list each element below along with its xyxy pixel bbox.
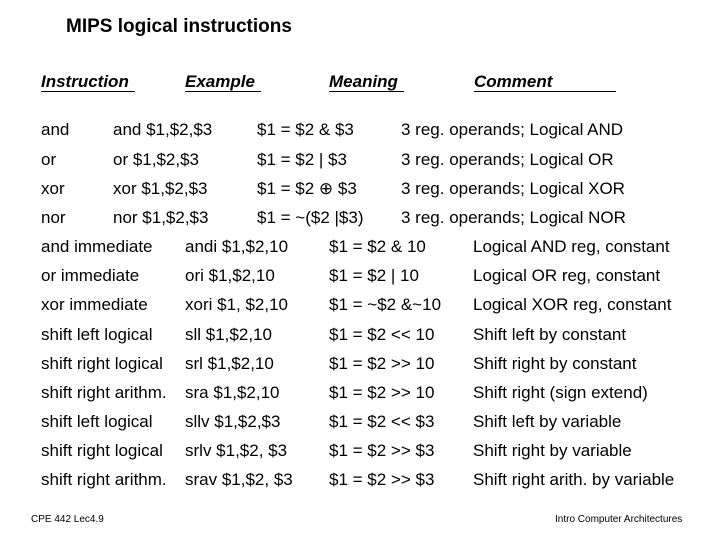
- header-comment: Comment: [474, 72, 553, 91]
- comment-cell: Logical OR reg, constant: [473, 266, 661, 285]
- instruction-cell: shift right logical: [41, 441, 163, 460]
- example-cell: or $1,$2,$3: [113, 150, 200, 169]
- meaning-cell: $1 = $2 & $3: [257, 120, 354, 139]
- example-cell: srl $1,$2,10: [185, 354, 274, 373]
- header-meaning: Meaning: [329, 72, 398, 91]
- instruction-cell: shift left logical: [41, 412, 153, 431]
- instruction-cell: or immediate: [41, 266, 140, 285]
- comment-cell: Shift right (sign extend): [473, 383, 648, 402]
- example-cell: xori $1, $2,10: [185, 295, 289, 314]
- meaning-cell: $1 = $2 >> 10: [329, 354, 435, 373]
- header-example: Example: [185, 72, 255, 91]
- instruction-cell: shift right arithm.: [41, 470, 167, 489]
- meaning-cell: $1 = $2 << $3: [329, 412, 435, 431]
- comment-cell: Logical AND reg, constant: [473, 237, 670, 256]
- example-cell: srlv $1,$2, $3: [185, 441, 288, 460]
- instruction-cell: and immediate: [41, 237, 153, 256]
- comment-cell: 3 reg. operands; Logical AND: [401, 120, 624, 139]
- comment-cell: Shift right arith. by variable: [473, 470, 675, 489]
- instruction-cell: nor: [41, 208, 66, 227]
- instruction-cell: shift right arithm.: [41, 383, 167, 402]
- example-cell: sllv $1,$2,$3: [185, 412, 281, 431]
- meaning-cell: $1 = $2 | $3: [257, 150, 347, 169]
- comment-cell: 3 reg. operands; Logical XOR: [401, 179, 625, 198]
- example-cell: xor $1,$2,$3: [113, 179, 208, 198]
- meaning-cell: $1 = $2 | 10: [329, 266, 419, 285]
- meaning-cell: $1 = ~$2 &~10: [329, 295, 442, 314]
- meaning-cell: $1 = $2 >> $3: [329, 470, 435, 489]
- footer-course-title: Intro Computer Architectures: [555, 514, 683, 525]
- comment-cell: 3 reg. operands; Logical NOR: [401, 208, 626, 227]
- example-cell: sra $1,$2,10: [185, 383, 280, 402]
- instruction-cell: and: [41, 120, 70, 139]
- example-cell: srav $1,$2, $3: [185, 470, 293, 489]
- slide-title: MIPS logical instructions: [66, 16, 292, 37]
- header-instruction: Instruction: [41, 72, 129, 91]
- meaning-cell: $1 = $2 & 10: [329, 237, 426, 256]
- instruction-cell: xor: [41, 179, 65, 198]
- meaning-cell: $1 = $2 ⊕ $3: [257, 179, 357, 198]
- header-underline-meaning: [329, 91, 404, 92]
- comment-cell: 3 reg. operands; Logical OR: [401, 150, 614, 169]
- meaning-cell: $1 = $2 >> $3: [329, 441, 435, 460]
- meaning-cell: $1 = ~($2 |$3): [257, 208, 364, 227]
- example-cell: andi $1,$2,10: [185, 237, 289, 256]
- example-cell: ori $1,$2,10: [185, 266, 275, 285]
- comment-cell: Shift right by variable: [473, 441, 632, 460]
- header-underline-instruction: [41, 91, 135, 92]
- comment-cell: Shift right by constant: [473, 354, 637, 373]
- example-cell: sll $1,$2,10: [185, 325, 272, 344]
- example-cell: nor $1,$2,$3: [113, 208, 209, 227]
- instruction-cell: shift left logical: [41, 325, 153, 344]
- instruction-cell: or: [41, 150, 57, 169]
- meaning-cell: $1 = $2 >> 10: [329, 383, 435, 402]
- comment-cell: Shift left by constant: [473, 325, 627, 344]
- header-underline-comment: [474, 91, 616, 92]
- comment-cell: Shift left by variable: [473, 412, 622, 431]
- example-cell: and $1,$2,$3: [113, 120, 213, 139]
- instruction-cell: shift right logical: [41, 354, 163, 373]
- footer-course: CPE 442 Lec4.9: [31, 514, 104, 525]
- instruction-cell: xor immediate: [41, 295, 148, 314]
- meaning-cell: $1 = $2 << 10: [329, 325, 435, 344]
- comment-cell: Logical XOR reg, constant: [473, 295, 672, 314]
- header-underline-example: [185, 91, 261, 92]
